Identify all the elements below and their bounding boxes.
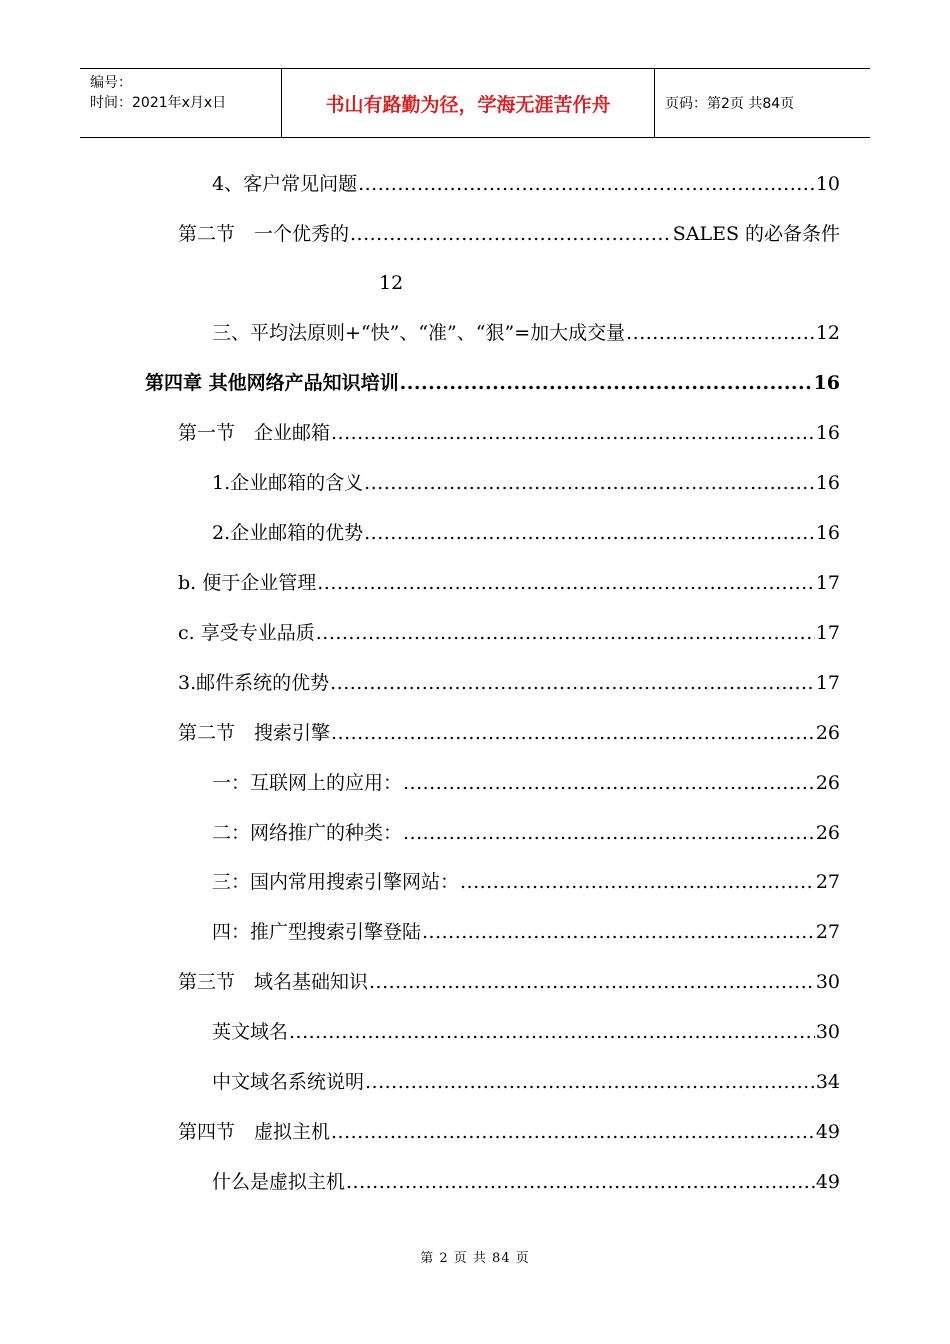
toc-entry-page: 27 (815, 871, 840, 893)
toc-entry-label: 第四章 其他网络产品知识培训 (145, 372, 399, 394)
toc-entry[interactable] (212, 519, 840, 547)
toc-entry-label: 第三节 域名基础知识 (178, 971, 369, 993)
toc-entry-page: 10 (815, 173, 840, 195)
toc-leader-dots (626, 319, 815, 347)
toc-leader-dots (331, 419, 815, 447)
toc-entry-page: 16 (815, 522, 840, 544)
document-header (80, 68, 870, 138)
toc-leader-dots (350, 220, 672, 248)
toc-entry-label: 第一节 企业邮箱 (178, 422, 331, 444)
toc-entry[interactable] (212, 1018, 840, 1046)
toc-entry-page: 17 (815, 572, 840, 594)
toc-entry-label: 三、平均法原则+“快”、“准”、“狠”=加大成交量 (212, 322, 626, 344)
toc-entry-page: 17 (815, 622, 840, 644)
page-footer: 第 2 页 共 84 页 (420, 1251, 530, 1266)
header-page-info: 页码：第2页 共84页 (665, 96, 795, 112)
toc-entry-page: 26 (815, 772, 840, 794)
header-code-label: 编号： (90, 75, 132, 91)
toc-entry-page: 30 (815, 971, 840, 993)
toc-entry-page: 16 (813, 372, 840, 394)
toc-leader-dots (364, 469, 815, 497)
toc-entry-label: 4、客户常见问题 (212, 173, 358, 195)
toc-leader-dots (369, 968, 815, 996)
toc-entry-label: 第四节 虚拟主机 (178, 1121, 331, 1143)
toc-entry-page-wrapped: 12 (379, 272, 404, 294)
toc-entry[interactable] (212, 170, 840, 198)
toc-entry[interactable] (178, 669, 840, 697)
toc-leader-dots (422, 918, 815, 946)
toc-entry[interactable] (212, 769, 840, 797)
toc-leader-dots (460, 868, 815, 896)
toc-leader-dots (364, 519, 815, 547)
toc-leader-dots (400, 369, 813, 397)
toc-entry[interactable] (178, 1118, 840, 1146)
header-date: 时间：2021年x月x日 (90, 95, 227, 111)
toc-entry-label: 中文域名系统说明 (212, 1071, 365, 1093)
toc-entry-page: 26 (815, 822, 840, 844)
toc-entry-label: 第二节 搜索引擎 (178, 722, 331, 744)
toc-entry[interactable] (178, 619, 840, 647)
header-meta (80, 69, 282, 137)
toc-entry-label: 2.企业邮箱的优势 (212, 522, 364, 544)
toc-entry[interactable] (212, 469, 840, 497)
toc-entry-label: c. 享受专业品质 (178, 622, 315, 644)
toc-entry-page: 16 (815, 422, 840, 444)
toc-entry[interactable] (212, 819, 840, 847)
toc-entry-page: SALES 的必备条件 (672, 223, 840, 245)
toc-entry-label: 四：推广型搜索引擎登陆 (212, 921, 422, 943)
toc-entry-label: 什么是虚拟主机 (212, 1171, 346, 1193)
toc-leader-dots (358, 170, 815, 198)
toc-entry-label: 1.企业邮箱的含义 (212, 472, 364, 494)
toc-leader-dots (346, 1168, 815, 1196)
toc-entry-page: 34 (815, 1071, 840, 1093)
toc-entry-label: 英文域名 (212, 1021, 289, 1043)
toc-leader-dots (331, 1118, 815, 1146)
toc-entry-page: 49 (815, 1171, 840, 1193)
toc-entry[interactable] (178, 719, 840, 747)
toc-entry[interactable] (178, 419, 840, 447)
toc-leader-dots (331, 719, 815, 747)
toc-entry-label: 第二节 一个优秀的 (178, 223, 350, 245)
toc-entry[interactable] (212, 868, 840, 896)
toc-chapter-entry[interactable] (145, 369, 840, 397)
toc-leader-dots (365, 1068, 815, 1096)
toc-entry[interactable] (178, 220, 840, 248)
toc-entry[interactable] (212, 1168, 840, 1196)
toc-entry-page: 26 (815, 722, 840, 744)
toc-leader-dots (289, 1018, 815, 1046)
toc-entry[interactable] (212, 918, 840, 946)
header-motto: 书山有路勤为径，学海无涯苦作舟 (282, 69, 655, 137)
toc-entry-label: 二：网络推广的种类： (212, 822, 403, 844)
toc-entry[interactable] (212, 1068, 840, 1096)
toc-entry[interactable] (178, 569, 840, 597)
toc-leader-dots (403, 819, 815, 847)
toc-entry[interactable] (212, 319, 840, 347)
toc-entry-page: 17 (815, 672, 840, 694)
toc-entry[interactable] (178, 968, 840, 996)
toc-entry-label: 一：互联网上的应用： (212, 772, 403, 794)
toc-entry-page: 27 (815, 921, 840, 943)
toc-leader-dots (403, 769, 815, 797)
toc-entry-label: 3.邮件系统的优势 (178, 672, 330, 694)
toc-entry-page: 49 (815, 1121, 840, 1143)
toc-entry-page: 12 (815, 322, 840, 344)
toc-leader-dots (317, 569, 815, 597)
toc-entry-page: 16 (815, 472, 840, 494)
toc-entry-label: 三：国内常用搜索引擎网站： (212, 871, 460, 893)
toc-leader-dots (330, 669, 815, 697)
toc-entry-page: 30 (815, 1021, 840, 1043)
toc-leader-dots (316, 619, 815, 647)
toc-entry-label: b. 便于企业管理 (178, 572, 317, 594)
